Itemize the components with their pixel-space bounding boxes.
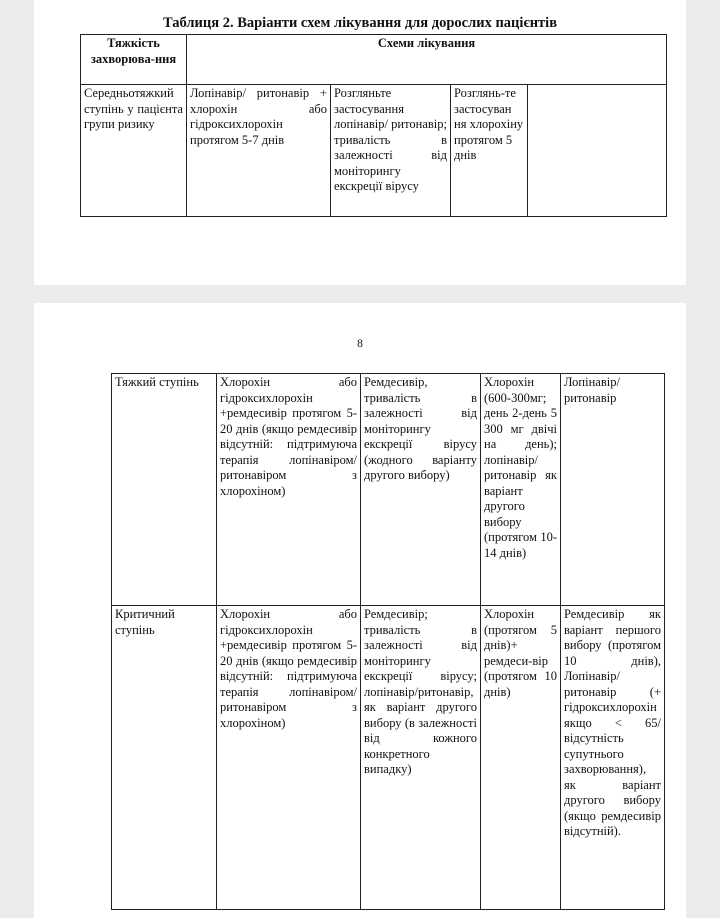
severity-cell: Середньотяжкий ступінь у пацієнта групи ризику	[81, 85, 187, 217]
page-number: 8	[357, 338, 363, 350]
severity-cell: Тяжкий ступінь	[112, 374, 217, 606]
header-severity: Тяжкість захворюва-ння	[81, 35, 187, 85]
treatment-table-part-1	[80, 34, 667, 217]
header-schemes: Схеми лікування	[187, 35, 667, 85]
scheme-cell-4: Лопінавір/ ритонавір	[561, 374, 665, 606]
scheme-cell-1: Хлорохін або гідроксихлорохін +ремдесивір протягом 5-20 днів (якщо ремдесивір відсутній: підтримуюча терапія лопінавіром/ритонавіром з хлорохіном)	[217, 374, 361, 606]
scheme-cell-2: Ремдесивір, тривалість в залежності від моніторингу екскреції вірусу (жодного варіанту другого вибору)	[361, 374, 481, 606]
scheme-cell-2: Ремдесивір; тривалість в залежності від моніторингу екскреції вірусу; лопінавір/ритонавір, як варіант другого вибору (в залежності від кожного конкретного випадку)	[361, 606, 481, 910]
scheme-cell-2: Розгляньте застосування лопінавір/ ритонавір; тривалість в залежності від моніторингу екскреції вірусу	[331, 85, 451, 217]
table-title: Таблиця 2. Варіанти схем лікування для дорослих пацієнтів	[162, 15, 558, 31]
scheme-cell-4	[528, 85, 667, 217]
table-row	[112, 606, 665, 910]
table-row	[81, 85, 667, 217]
treatment-table-part-2	[111, 373, 665, 910]
scheme-cell-3: Розглянь-те застосуван ня хлорохіну протягом 5 днів	[451, 85, 528, 217]
severity-cell: Критичний ступінь	[112, 606, 217, 910]
scheme-cell-3: Хлорохін (600-300мг; день 2-день 5 300 мг двічі на день); лопінавір/ ритонавір як варіант другого вибору (протягом 10-14 днів)	[481, 374, 561, 606]
table-header-row	[81, 35, 667, 85]
table-row	[112, 374, 665, 606]
scheme-cell-3: Хлорохін (протягом 5 днів)+ ремдеси-вір (протягом 10 днів)	[481, 606, 561, 910]
scheme-cell-1: Хлорохін або гідроксихлорохін +ремдесивір протягом 5-20 днів (якщо ремдесивір відсутній: підтримуюча терапія лопінавіром/ ритонавіром з хлорохіном)	[217, 606, 361, 910]
scheme-cell-1: Лопінавір/ ритонавір + хлорохін або гідроксихлорохін протягом 5-7 днів	[187, 85, 331, 217]
scheme-cell-4: Ремдесивір як варіант першого вибору (протягом 10 днів), Лопінавір/ ритонавір (+ гідроксихлорохін якщо < 65/відсутність супутнього захворювання), як варіант другого вибору (якщо ремдесивір відсутній).	[561, 606, 665, 910]
